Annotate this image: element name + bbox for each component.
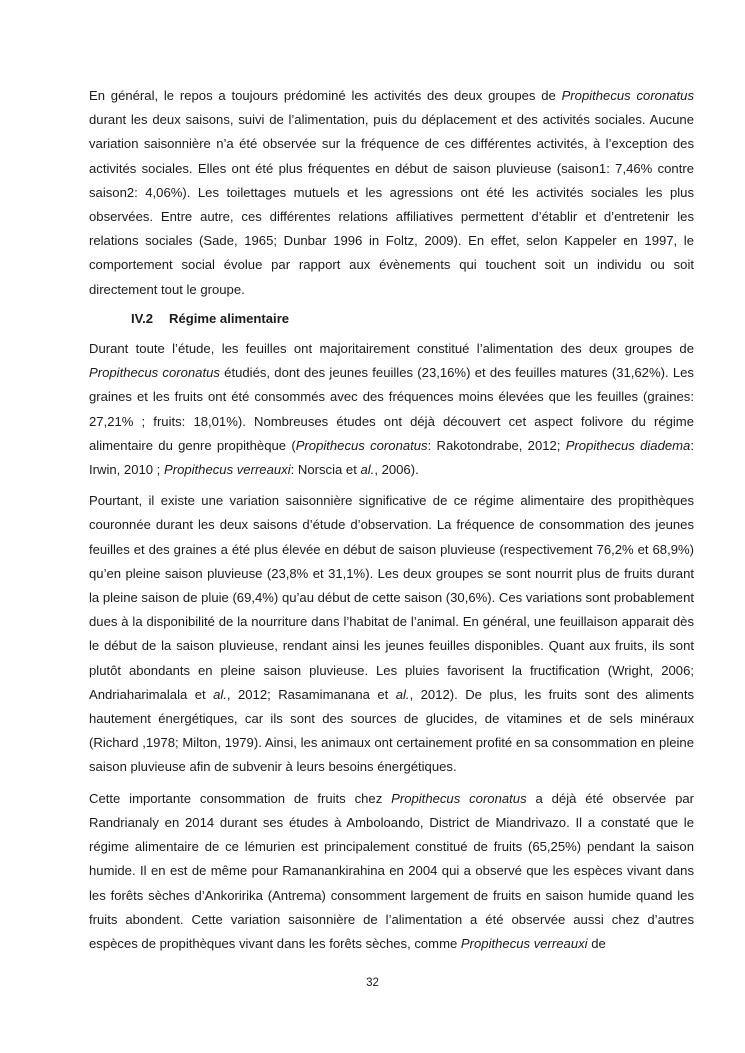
text-run: , 2012). De plus, les fruits sont des aliments hautement énergétiques, car ils sont des sources de glucides, de vitamines et de sels minéraux (Richard ,1978; Milton, 1979). Ainsi, les animaux ont certainement profité en sa consommation en pleine saison pluvieuse afin de subvenir à leurs besoins énergétiques. [89,686,695,775]
italic-text: Propithecus coronatus [89,365,220,381]
text-run: En général, le repos a toujours prédominé les activités des deux groupes de [89,88,562,103]
text-run: Cette importante consommation de fruits chez [89,790,392,806]
section-heading [89,307,694,331]
paragraph-seasonal-variation [89,489,694,779]
italic-text: al. [360,462,375,478]
text-run: étudiés, dont des jeunes feuilles (23,16%) et des feuilles matures (31,62%). Les graines et les fruits ont été consommés avec des fréquences moins élevées que les feuilles (graines: 27,21% ; fruits: 18,01%). Nombreuses études ont déjà découvert cet aspect folivore du régime alimentaire du genre propithèque ( [89,365,694,453]
page-body [89,84,694,963]
italic-text: Propithecus coronatus [295,437,428,453]
text-run: , 2006). [374,462,419,478]
italic-text: Propithecus coronatus [561,88,694,103]
text-run: , 2012; Rasamimanana et [226,686,396,702]
paragraph-fruit-consumption [89,787,694,956]
section-number: IV.2 [131,310,154,326]
text-run: : Norscia et [290,462,361,478]
page-number: 32 [366,977,379,989]
italic-text: Propithecus verreauxi [460,935,588,951]
text-run: : Irwin, 2010 ; [89,437,694,478]
text-run: de [587,935,606,951]
italic-text: al. [213,686,227,702]
text-run: a déjà été observée par Randrianaly en 2014 durant ses études à Amboloando, District de Miandrivazo. Il a constaté que le régime alimentaire de ce lémurien est principalement constitué de fruits (65,25%) pendant la saison humide. Il en est de même pour Ramanankirahina en 2004 qui a observé que les espèces vivant dans les forêts sèches d’Ankoririka (Antrema) consomment largement de fruits en saison humide quand les fruits abondent. Cette variation saisonnière de l’alimentation a été observée aussi chez d’autres espèces de propithèques vivant dans les forêts sèches, comme [89,790,694,951]
paragraph-diet-overview [89,337,694,482]
paragraph-social-activities [89,84,694,302]
italic-text: Propithecus verreauxi [163,462,291,478]
italic-text: al. [395,686,410,702]
text-run: Durant toute l’étude, les feuilles ont majoritairement constitué l’alimentation des deux groupes de [89,341,694,357]
text-run: durant les deux saisons, suivi de l’alimentation, puis du déplacement et des activités sociales. Aucune variation saisonnière n’a été observée sur la fréquence de ces différentes activités, à l’exception des activités sociales. Elles ont été plus fréquentes en début de saison pluvieuse (saison1: 7,46% contre saison2: 4,06%). Les toilettages mutuels et les agressions ont été les activités sociales les plus observées. Entre autre, ces différentes relations affiliatives permettent d’établir et d’entretenir les relations sociales (Sade, 1965; Dunbar 1996 in Foltz, 2009). En effet, selon Kappeler en 1997, le comportement social évolue par rapport aux évènements qui touchent soit un individu ou soit directement tout le groupe. [89,112,694,297]
text-run: : Rakotondrabe, 2012; [427,437,566,453]
section-title: Régime alimentaire [169,310,290,326]
italic-text: Propithecus coronatus [391,790,527,806]
text-run: Pourtant, il existe une variation saisonnière significative de ce régime alimentaire des propithèques couronnée durant les deux saisons d’étude d’observation. La fréquence de consommation des jeunes feuilles et des graines a été plus élevée en début de saison pluvieuse (respectivement 76,2% et 68,9%) qu’en pleine saison pluvieuse (23,8% et 31,1%). Les deux groupes se sont nourrit plus de fruits durant la pleine saison de pluie (69,4%) qu’au début de cette saison (30,6%). Ces variations sont probablement dues à la disponibilité de la nourriture dans l’habitat de l’animal. En général, une feuillaison apparait dès le début de la saison pluvieuse, rendant ainsi les jeunes feuilles disponibles. Quant aux fruits, ils sont plutôt abondants en pleine saison pluvieuse. Les pluies favorisent la fructification (Wright, 2006; Andriaharimalala et [89,493,694,702]
italic-text: Propithecus diadema [565,437,691,453]
